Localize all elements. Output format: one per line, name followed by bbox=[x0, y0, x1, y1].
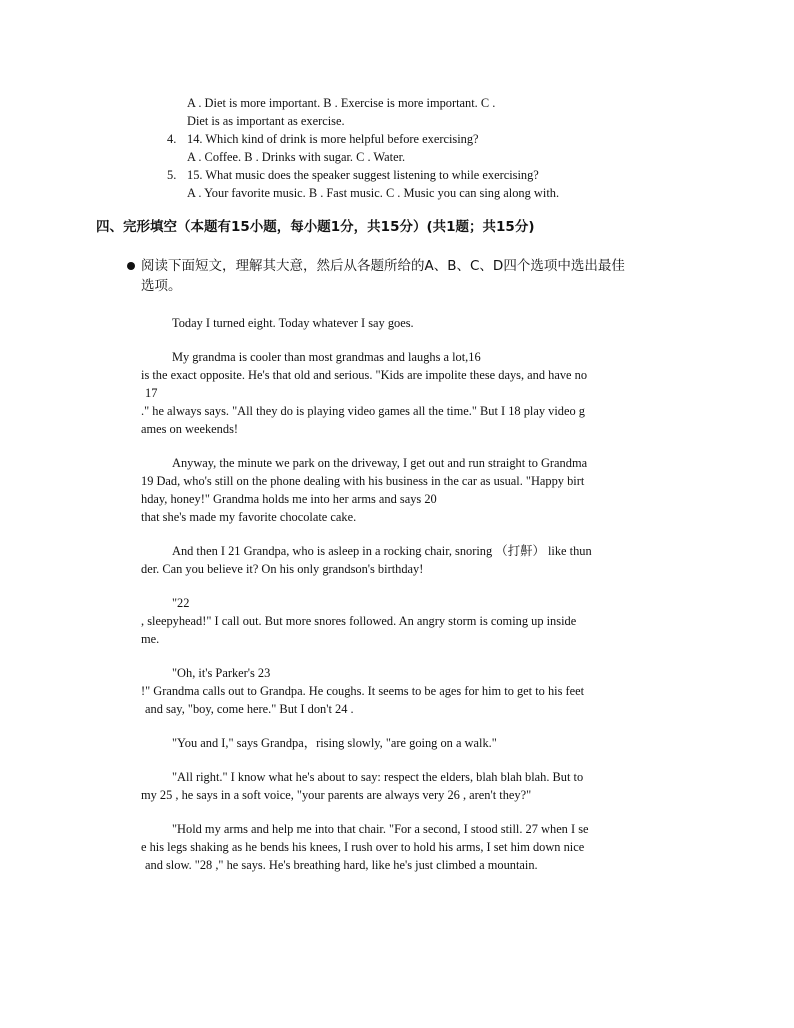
passage-line: is the exact opposite. He's that old and serious. "Kids are impolite these days, and have no bbox=[141, 368, 588, 382]
q13-options-line-1: A . Diet is more important. B . Exercise is more important. C . bbox=[187, 96, 496, 110]
passage-line: My grandma is cooler than most grandmas and laughs a lot,16 bbox=[172, 350, 481, 364]
section-heading: 四、完形填空（本题有15小题，每小题1分，共15分）(共1题；共15分) bbox=[96, 219, 535, 235]
passage-line: Today I turned eight. Today whatever I say goes. bbox=[172, 316, 414, 330]
passage-line: e his legs shaking as he bends his knees, I rush over to hold his arms, I set him down nice bbox=[141, 840, 585, 854]
passage-line: and say, "boy, come here." But I don't 24 . bbox=[145, 702, 354, 716]
passage-line: Anyway, the minute we park on the driveway, I get out and run straight to Grandma bbox=[172, 456, 588, 470]
passage-line: !" Grandma calls out to Grandpa. He coughs. It seems to be ages for him to get to his feet bbox=[141, 684, 585, 698]
instruction-line-2: 选项。 bbox=[141, 278, 182, 294]
passage-line: "Oh, it's Parker's 23 bbox=[172, 666, 271, 680]
passage-line: hday, honey!" Grandma holds me into her arms and says 20 bbox=[141, 492, 437, 506]
bullet-icon bbox=[127, 262, 135, 270]
passage-line: "22 bbox=[172, 596, 190, 610]
instruction-line-1: 阅读下面短文，理解其大意，然后从各题所给的A、B、C、D四个选项中选出最佳 bbox=[141, 258, 625, 274]
passage-line: "You and I," says Grandpa，rising slowly, "are going on a walk." bbox=[172, 736, 497, 750]
passage-line: And then I 21 Grandpa, who is asleep in a rocking chair, snoring （打鼾） like thun bbox=[172, 544, 592, 558]
passage-line: "All right." I know what he's about to say: respect the elders, blah blah blah. But to bbox=[172, 770, 584, 784]
passage-line: 17 bbox=[145, 386, 158, 400]
passage-line: , sleepyhead!" I call out. But more snores followed. An angry storm is coming up inside bbox=[141, 614, 577, 628]
q13-options-line-2: Diet is as important as exercise. bbox=[187, 114, 345, 128]
passage-line: 19 Dad, who's still on the phone dealing with his business in the car as usual. "Happy birt bbox=[141, 474, 585, 488]
passage-line: that she's made my favorite chocolate cake. bbox=[141, 510, 357, 524]
question-text: 15. What music does the speaker suggest listening to while exercising? bbox=[187, 168, 539, 182]
question-options: A . Your favorite music. B . Fast music. C . Music you can sing along with. bbox=[187, 186, 560, 200]
passage-line: ames on weekends! bbox=[141, 422, 239, 436]
passage-line: and slow. "28 ," he says. He's breathing hard, like he's just climbed a mountain. bbox=[145, 858, 538, 872]
question-text: 14. Which kind of drink is more helpful before exercising? bbox=[187, 132, 479, 146]
passage-line: "Hold my arms and help me into that chair. "For a second, I stood still. 27 when I se bbox=[172, 822, 589, 836]
passage-line: ." he always says. "All they do is playing video games all the time." But I 18 play video g bbox=[141, 404, 585, 418]
passage-line: der. Can you believe it? On his only grandson's birthday! bbox=[141, 562, 424, 576]
passage-line: me. bbox=[141, 632, 160, 646]
passage-line: my 25 , he says in a soft voice, "your parents are always very 26 , aren't they?" bbox=[141, 788, 532, 802]
question-options: A . Coffee. B . Drinks with sugar. C . Water. bbox=[187, 150, 406, 164]
question-number: 5. bbox=[167, 168, 177, 182]
question-number: 4. bbox=[167, 132, 177, 146]
